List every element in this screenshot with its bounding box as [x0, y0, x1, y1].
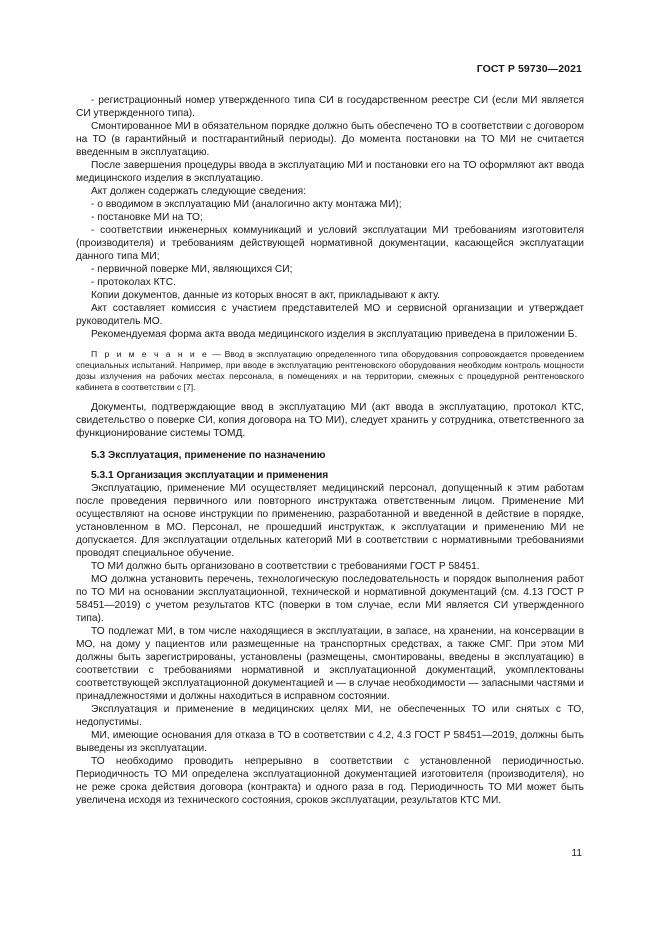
paragraph: ТО МИ должно быть организовано в соответствии с требованиями ГОСТ Р 58451.: [91, 561, 480, 572]
paragraph: Копии документов, данные из которых вносят в акт, прикладывают к акту.: [91, 290, 440, 301]
paragraph: МО должна установить перечень, технологическую последовательность и порядок выполнения работ по ТО МИ на основании эксплуатационной, технической и нормативной документаций (см. 4.13 ГОСТ Р 58451—2019) с учетом результатов КТС (поверки в том случае, если МИ является СИ утвержденного типа).: [76, 574, 584, 624]
paragraph: Эксплуатация и применение в медицинских целях МИ, не обеспеченных ТО или снятых с ТО, недопустимы.: [76, 704, 584, 728]
paragraph: Акт должен содержать следующие сведения:: [91, 186, 306, 197]
paragraph: Акт составляет комиссия с участием представителей МО и сервисной организации и утверждает руководитель МО.: [76, 303, 584, 327]
paragraph: Эксплуатацию, применение МИ осуществляет медицинский персонал, допущенный к этим работам после проведения первичного или повторного инструктажа ответственным лицом. Применение МИ осуществляют на основе инструкции по применению, разработанной и введенной в действие в порядке, установленном в МО. Персонал, не прошедший инструктаж, к эксплуатации и применению МИ не допускается. Для эксплуатации отдельных категорий МИ в соответствии с нормативными требованиями проводят специальное обучение.: [76, 483, 584, 559]
note-label: П р и м е ч а н и е: [91, 349, 209, 359]
list-item: - первичной поверке МИ, являющихся СИ;: [91, 264, 293, 275]
subsection-heading: 5.3.1 Организация эксплуатации и применения: [91, 470, 329, 481]
page-number: 11: [571, 848, 582, 859]
standard-header: ГОСТ Р 59730—2021: [476, 63, 582, 75]
paragraph: МИ, имеющие основания для отказа в ТО в соответствии с 4.2, 4.3 ГОСТ Р 58451—2019, должны быть выведены из эксплуатации.: [76, 730, 584, 754]
paragraph: После завершения процедуры ввода в эксплуатацию МИ и постановки его на ТО оформляют акт ввода медицинского изделия в эксплуатацию.: [76, 160, 584, 184]
list-item: - о вводимом в эксплуатацию МИ (аналогично акту монтажа МИ);: [91, 199, 402, 210]
paragraph: ТО подлежат МИ, в том числе находящиеся в эксплуатации, в запасе, на хранении, на консервации в МО, на дому у пациентов или размещенные на транспортных средствах, а также СМГ. При этом МИ должны быть зарегистрированы, установлены (размещены, смонтированы, введены в эксплуатацию) в соответствии с требованиями нормативной и эксплуатационной документаций, укомплектованы соответствующей эксплуатационной документацией и — в случае необходимости — запасными частями и принадлежностями и должны находиться в исправном состоянии.: [76, 626, 584, 702]
paragraph: Документы, подтверждающие ввод в эксплуатацию МИ (акт ввода в эксплуатацию, протокол КТС, свидетельство о поверке СИ, копия договора на ТО МИ), следует хранить у сотрудника, ответственного за функционирование системы ТОМД.: [76, 402, 584, 439]
list-item: - протоколах КТС.: [91, 277, 176, 288]
paragraph: Смонтированное МИ в обязательном порядке должно быть обеспечено ТО в соответствии с договором на ТО (в гарантийный и постгарантийный периоды). До момента постановки на ТО МИ не считается введенным в эксплуатацию.: [76, 121, 584, 158]
paragraph: - регистрационный номер утвержденного типа СИ в государственном реестре СИ (если МИ является СИ утвержденного типа).: [76, 95, 584, 119]
paragraph: ТО необходимо проводить непрерывно в соответствии с установленной периодичностью. Периодичность ТО МИ определена эксплуатационной документацией изготовителя (производителя), но не реже срока действия договора (контракта) и одного раза в год. Периодичность ТО МИ может быть увеличена исходя из технического состояния, сроков эксплуатации, результатов КТС МИ.: [76, 756, 584, 806]
list-item: - постановке МИ на ТО;: [91, 212, 203, 223]
document-body: [76, 94, 584, 807]
note: [76, 349, 584, 393]
list-item: - соответствии инженерных коммуникаций и условий эксплуатации МИ требованиям изготовителя (производителя) и требованиям действующей нормативной документации, касающейся эксплуатации данного типа МИ;: [76, 225, 584, 262]
note-text: Ввод в эксплуатацию определенного типа оборудования сопровождается проведением специальных испытаний. Например, при вводе в эксплуатацию рентгеновского оборудования необходим контроль мощности дозы излучения на рабочих местах персонала, в помещениях и на территории, смежных с процедурной рентгеновского кабинета в соответствии с [7].: [76, 349, 585, 392]
paragraph: Рекомендуемая форма акта ввода медицинского изделия в эксплуатацию приведена в приложении Б.: [91, 329, 578, 340]
section-heading: 5.3 Эксплуатация, применение по назначению: [91, 450, 326, 461]
note-dash: —: [208, 349, 225, 359]
